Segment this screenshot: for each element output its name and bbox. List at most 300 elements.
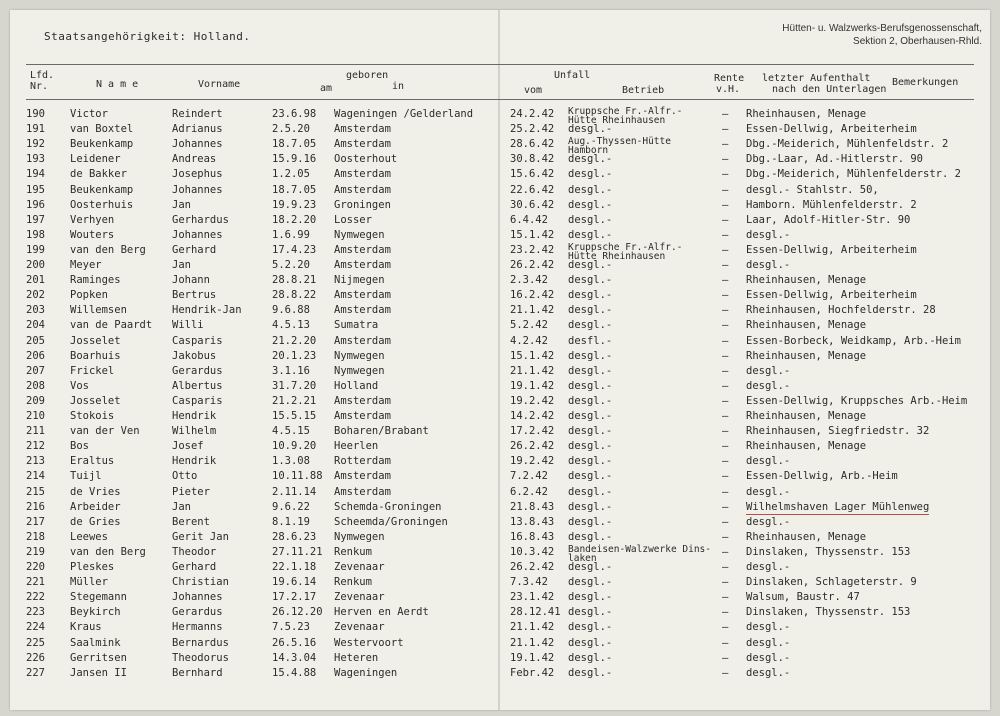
first-name: Gerardus <box>172 606 223 619</box>
birth-place: Schemda-Groningen <box>334 500 442 513</box>
birth-place: Zevenaar <box>334 621 385 634</box>
first-name: Gerhard <box>172 243 217 256</box>
accident-company: desgl.- <box>568 425 613 438</box>
row-number: 199 <box>26 243 45 256</box>
pension-percent: – <box>722 183 729 196</box>
pension-percent: – <box>722 228 729 241</box>
accident-company: desgl.- <box>568 410 613 422</box>
birth-place: Herven en Aerdt <box>334 606 429 619</box>
last-residence: desgl.- Stahlstr. 50, <box>746 183 879 196</box>
pension-percent: – <box>722 621 729 634</box>
pension-percent: – <box>722 515 729 528</box>
row-number: 200 <box>26 259 45 271</box>
accident-company: desgl.- <box>568 485 613 498</box>
accident-date: 26.2.42 <box>510 440 555 453</box>
accident-date: 30.6.42 <box>510 198 555 211</box>
birth-place: Westervoort <box>334 636 404 649</box>
last-residence: Rheinhausen, Menage <box>746 319 867 332</box>
last-residence: desgl.- <box>746 379 791 392</box>
accident-date: 28.6.42 <box>510 138 555 151</box>
table-row <box>0 543 1000 564</box>
last-residence: desgl.- <box>746 485 791 498</box>
birth-place: Nymwegen <box>334 364 385 377</box>
birth-place: Nymwegen <box>334 530 385 543</box>
accident-company: desgl.- <box>568 153 613 166</box>
pension-percent: – <box>722 470 729 483</box>
row-number: 218 <box>26 530 45 543</box>
first-name: Otto <box>172 470 198 483</box>
surname: Vos <box>70 379 89 392</box>
last-residence: Rheinhausen, Menage <box>746 349 867 362</box>
last-residence: Essen-Dellwig, Arbeiterheim <box>746 289 917 302</box>
birth-place: Zevenaar <box>334 561 385 573</box>
surname: Oosterhuis <box>70 198 134 211</box>
surname: Beykirch <box>70 606 121 619</box>
col-unfall: Unfall <box>554 70 591 81</box>
birth-date: 1.2.05 <box>272 168 310 181</box>
pension-percent: – <box>722 304 729 317</box>
row-number: 214 <box>26 470 45 483</box>
accident-date: Febr.42 <box>510 666 555 679</box>
birth-place: Zevenaar <box>334 591 385 604</box>
accident-date: 6.2.42 <box>510 485 548 498</box>
accident-date: 21.1.42 <box>510 364 555 377</box>
accident-company: desgl.- <box>568 364 613 377</box>
row-number: 208 <box>26 379 45 392</box>
birth-place: Boharen/Brabant <box>334 425 429 438</box>
col-rente: Rente <box>714 73 745 84</box>
last-residence: desgl.- <box>746 636 791 649</box>
accident-date: 26.2.42 <box>510 561 555 573</box>
last-residence: Rheinhausen, Menage <box>746 108 867 120</box>
accident-date: 23.1.42 <box>510 591 555 604</box>
birth-date: 7.5.23 <box>272 621 310 634</box>
pension-percent: – <box>722 410 729 422</box>
accident-date: 15.1.42 <box>510 228 555 241</box>
accident-company: Kruppsche Fr.-Alfr.- Hütte Rheinhausen <box>568 241 683 262</box>
birth-place: Heteren <box>334 651 379 664</box>
table-row <box>0 334 1000 349</box>
row-number: 197 <box>26 213 45 226</box>
table-row <box>0 605 1000 620</box>
row-number: 195 <box>26 183 45 196</box>
pension-percent: – <box>722 666 729 679</box>
accident-company: desgl.- <box>568 666 613 679</box>
accident-date: 19.2.42 <box>510 455 555 468</box>
pension-percent: – <box>722 545 729 558</box>
birth-date: 15.4.88 <box>272 666 317 679</box>
birth-place: Amsterdam <box>334 123 391 136</box>
row-number: 213 <box>26 455 45 468</box>
first-name: Jan <box>172 198 191 211</box>
accident-date: 23.2.42 <box>510 243 555 256</box>
accident-date: 2.3.42 <box>510 274 548 287</box>
last-residence: Laar, Adolf-Hitler-Str. 90 <box>746 213 911 226</box>
birth-place: Amsterdam <box>334 243 391 256</box>
birth-place: Renkum <box>334 545 372 558</box>
surname: de Gries <box>70 515 121 528</box>
table-row <box>0 515 1000 530</box>
accident-date: 22.6.42 <box>510 183 555 196</box>
last-residence: Rheinhausen, Siegfriedstr. 32 <box>746 425 930 438</box>
birth-date: 28.6.23 <box>272 530 317 543</box>
birth-date: 27.11.21 <box>272 545 323 558</box>
first-name: Hendrik-Jan <box>172 304 242 317</box>
first-name: Jan <box>172 259 191 271</box>
pension-percent: – <box>722 334 729 347</box>
row-number: 191 <box>26 123 45 136</box>
accident-company: desfl.- <box>568 334 613 347</box>
birth-date: 3.1.16 <box>272 364 310 377</box>
surname: Bos <box>70 440 89 453</box>
pension-percent: – <box>722 319 729 332</box>
accident-company: desgl.- <box>568 274 613 287</box>
row-number: 206 <box>26 349 45 362</box>
row-number: 209 <box>26 394 45 407</box>
last-residence: Walsum, Baustr. 47 <box>746 591 860 604</box>
table-row <box>0 241 1000 262</box>
first-name: Johannes <box>172 183 223 196</box>
accident-date: 7.3.42 <box>510 576 548 589</box>
first-name: Hermanns <box>172 621 223 634</box>
accident-company: desgl.- <box>568 561 613 573</box>
accident-company: Kruppsche Fr.-Alfr.- Hütte Rheinhausen <box>568 106 683 126</box>
accident-date: 19.1.42 <box>510 651 555 664</box>
header-top-rule <box>26 64 974 65</box>
first-name: Gerardus <box>172 364 223 377</box>
table-row <box>0 183 1000 198</box>
birth-date: 19.6.14 <box>272 576 317 589</box>
last-residence: desgl.- <box>746 455 791 468</box>
surname: Jansen II <box>70 666 127 679</box>
last-residence: Rheinhausen, Menage <box>746 274 867 287</box>
pension-percent: – <box>722 153 729 166</box>
table-row <box>0 394 1000 409</box>
accident-date: 21.1.42 <box>510 621 555 634</box>
surname: Leidener <box>70 153 121 166</box>
birth-date: 4.5.15 <box>272 425 310 438</box>
birth-date: 2.11.14 <box>272 485 317 498</box>
surname: Pleskes <box>70 561 115 573</box>
pension-percent: – <box>722 636 729 649</box>
first-name: Christian <box>172 576 229 589</box>
accident-company: desgl.- <box>568 168 613 181</box>
table-row <box>0 530 1000 545</box>
row-number: 221 <box>26 576 45 589</box>
pension-percent: – <box>722 274 729 287</box>
first-name: Johannes <box>172 138 223 151</box>
surname: de Bakker <box>70 168 127 181</box>
birth-date: 8.1.19 <box>272 515 310 528</box>
accident-date: 26.2.42 <box>510 259 555 271</box>
col-name: N a m e <box>96 79 139 90</box>
accident-date: 5.2.42 <box>510 319 548 332</box>
table-row <box>0 575 1000 590</box>
pension-percent: – <box>722 530 729 543</box>
surname: van de Paardt <box>70 319 153 332</box>
row-number: 203 <box>26 304 45 317</box>
row-number: 220 <box>26 561 45 573</box>
birth-place: Amsterdam <box>334 485 391 498</box>
header-bottom-rule <box>26 99 974 100</box>
birth-date: 18.2.20 <box>272 213 317 226</box>
surname: Kraus <box>70 621 102 634</box>
accident-date: 16.2.42 <box>510 289 555 302</box>
first-name: Reindert <box>172 108 223 120</box>
birth-date: 21.2.21 <box>272 394 317 407</box>
accident-date: 30.8.42 <box>510 153 555 166</box>
surname: Meyer <box>70 259 102 271</box>
accident-company: Aug.-Thyssen-Hütte Hamborn <box>568 136 671 157</box>
first-name: Josephus <box>172 168 223 181</box>
pension-percent: – <box>722 349 729 362</box>
row-number: 223 <box>26 606 45 619</box>
birth-date: 28.8.22 <box>272 289 317 302</box>
first-name: Berent <box>172 515 210 528</box>
accident-date: 21.1.42 <box>510 304 555 317</box>
table-row <box>0 288 1000 303</box>
table-row <box>0 469 1000 484</box>
surname: van der Ven <box>70 425 140 438</box>
surname: Wouters <box>70 228 115 241</box>
birth-date: 2.5.20 <box>272 123 310 136</box>
birth-date: 9.6.88 <box>272 304 310 317</box>
table-row <box>0 560 1000 575</box>
first-name: Gerhardus <box>172 213 229 226</box>
accident-company: desgl.- <box>568 123 613 136</box>
birth-date: 15.5.15 <box>272 410 317 422</box>
birth-date: 18.7.05 <box>272 138 317 151</box>
accident-date: 19.1.42 <box>510 379 555 392</box>
birth-date: 14.3.04 <box>272 651 317 664</box>
row-number: 215 <box>26 485 45 498</box>
first-name: Josef <box>172 440 204 453</box>
table-row <box>0 273 1000 288</box>
last-residence: Dbg.-Meiderich, Mühlenfelderstr. 2 <box>746 168 961 181</box>
accident-date: 17.2.42 <box>510 425 555 438</box>
col-geboren-in: in <box>392 81 405 92</box>
surname: Leewes <box>70 530 108 543</box>
pension-percent: – <box>722 379 729 392</box>
first-name: Pieter <box>172 485 210 498</box>
birth-date: 1.6.99 <box>272 228 310 241</box>
birth-place: Amsterdam <box>334 470 391 483</box>
surname: Eraltus <box>70 455 115 468</box>
accident-company: desgl.- <box>568 591 613 604</box>
birth-date: 17.4.23 <box>272 243 317 256</box>
table-row <box>0 424 1000 439</box>
birth-place: Amsterdam <box>334 394 391 407</box>
birth-date: 28.8.21 <box>272 274 317 287</box>
accident-date: 4.2.42 <box>510 334 548 347</box>
first-name: Bernhard <box>172 666 223 679</box>
row-number: 193 <box>26 153 45 166</box>
row-number: 219 <box>26 545 45 558</box>
col-unfall-vom: vom <box>524 85 543 96</box>
surname: Victor <box>70 108 108 120</box>
accident-company: desgl.- <box>568 198 613 211</box>
surname: Popken <box>70 289 108 302</box>
birth-place: Heerlen <box>334 440 379 453</box>
accident-date: 28.12.41 <box>510 606 561 619</box>
first-name: Hendrik <box>172 455 217 468</box>
first-name: Wilhelm <box>172 425 217 438</box>
row-number: 227 <box>26 666 45 679</box>
first-name: Theodor <box>172 545 217 558</box>
last-residence: desgl.- <box>746 228 791 241</box>
accident-date: 21.1.42 <box>510 636 555 649</box>
last-residence: Essen-Dellwig, Kruppsches Arb.-Heim <box>746 394 968 407</box>
table-row <box>0 500 1000 515</box>
last-residence: Dinslaken, Thyssenstr. 153 <box>746 545 911 558</box>
accident-company: desgl.- <box>568 576 613 589</box>
birth-place: Sumatra <box>334 319 379 332</box>
row-number: 198 <box>26 228 45 241</box>
birth-place: Wageningen /Gelderland <box>334 108 474 120</box>
table-row <box>0 364 1000 379</box>
birth-date: 17.2.17 <box>272 591 317 604</box>
first-name: Adrianus <box>172 123 223 136</box>
last-residence: Rheinhausen, Hochfelderstr. 28 <box>746 304 936 317</box>
row-number: 216 <box>26 500 45 513</box>
row-number: 190 <box>26 108 45 120</box>
col-aufenthalt-1: letzter Aufenthalt <box>762 73 871 84</box>
birth-place: Amsterdam <box>334 334 391 347</box>
first-name: Johannes <box>172 591 223 604</box>
row-number: 217 <box>26 515 45 528</box>
last-residence: Rheinhausen, Menage <box>746 530 867 543</box>
col-lfd: Lfd. <box>30 70 55 81</box>
accident-date: 21.8.43 <box>510 500 555 513</box>
birth-date: 10.11.88 <box>272 470 323 483</box>
birth-place: Amsterdam <box>334 289 391 302</box>
table-row <box>0 258 1000 273</box>
birth-place: Amsterdam <box>334 168 391 181</box>
birth-date: 18.7.05 <box>272 183 317 196</box>
accident-company: desgl.- <box>568 379 613 392</box>
table-row <box>0 152 1000 167</box>
row-number: 224 <box>26 621 45 634</box>
first-name: Hendrik <box>172 410 217 422</box>
row-number: 192 <box>26 138 45 151</box>
accident-company: desgl.- <box>568 394 613 407</box>
last-residence: Wilhelmshaven Lager Mühlenweg <box>746 500 930 513</box>
first-name: Willi <box>172 319 204 332</box>
birth-place: Amsterdam <box>334 138 391 151</box>
accident-company: desgl.- <box>568 621 613 634</box>
accident-date: 25.2.42 <box>510 123 555 136</box>
table-row <box>0 485 1000 500</box>
pension-percent: – <box>722 289 729 302</box>
birth-date: 21.2.20 <box>272 334 317 347</box>
first-name: Jakobus <box>172 349 217 362</box>
pension-percent: – <box>722 455 729 468</box>
col-geboren: geboren <box>346 70 389 81</box>
pension-percent: – <box>722 108 729 120</box>
accident-company: desgl.- <box>568 259 613 271</box>
birth-place: Holland <box>334 379 379 392</box>
table-row <box>0 303 1000 318</box>
birth-place: Scheemda/Groningen <box>334 515 448 528</box>
last-residence: Dinslaken, Thyssenstr. 153 <box>746 606 911 619</box>
birth-place: Amsterdam <box>334 410 391 422</box>
surname: van Boxtel <box>70 123 134 136</box>
pension-percent: – <box>722 591 729 604</box>
accident-company: desgl.- <box>568 440 613 453</box>
surname: Beukenkamp <box>70 138 134 151</box>
table-row <box>0 379 1000 394</box>
col-unfall-betrieb: Betrieb <box>622 85 665 96</box>
table-row <box>0 167 1000 182</box>
pension-percent: – <box>722 138 729 151</box>
accident-company: desgl.- <box>568 470 613 483</box>
last-residence: Essen-Dellwig, Arb.-Heim <box>746 470 898 483</box>
first-name: Albertus <box>172 379 223 392</box>
birth-place: Renkum <box>334 576 372 589</box>
first-name: Johann <box>172 274 210 287</box>
last-residence: Essen-Dellwig, Arbeiterheim <box>746 123 917 136</box>
row-number: 210 <box>26 410 45 422</box>
pension-percent: – <box>722 425 729 438</box>
last-residence: desgl.- <box>746 666 791 679</box>
accident-company: desgl.- <box>568 228 613 241</box>
birth-date: 1.3.08 <box>272 455 310 468</box>
surname: Arbeider <box>70 500 121 513</box>
accident-company: Bandeisen-Walzwerke Dins- laken <box>568 543 711 564</box>
birth-place: Rotterdam <box>334 455 391 468</box>
table-row <box>0 439 1000 454</box>
surname: Willemsen <box>70 304 127 317</box>
col-aufenthalt-2: nach den Unterlagen <box>772 84 887 95</box>
birth-date: 10.9.20 <box>272 440 317 453</box>
accident-company: desgl.- <box>568 455 613 468</box>
pension-percent: – <box>722 576 729 589</box>
birth-place: Nymwegen <box>334 349 385 362</box>
birth-date: 26.5.16 <box>272 636 317 649</box>
accident-date: 15.1.42 <box>510 349 555 362</box>
accident-company: desgl.- <box>568 500 613 513</box>
row-number: 204 <box>26 319 45 332</box>
accident-date: 14.2.42 <box>510 410 555 422</box>
first-name: Casparis <box>172 334 223 347</box>
table-row <box>0 636 1000 651</box>
last-residence: desgl.- <box>746 515 791 528</box>
row-number: 207 <box>26 364 45 377</box>
accident-date: 15.6.42 <box>510 168 555 181</box>
accident-company: desgl.- <box>568 530 613 543</box>
accident-company: desgl.- <box>568 304 613 317</box>
accident-date: 16.8.43 <box>510 530 555 543</box>
pension-percent: – <box>722 651 729 664</box>
birth-date: 9.6.22 <box>272 500 310 513</box>
table-row <box>0 213 1000 228</box>
surname: van den Berg <box>70 243 146 256</box>
table-row <box>0 590 1000 605</box>
row-number: 205 <box>26 334 45 347</box>
col-bemerkungen: Bemerkungen <box>892 77 959 88</box>
row-number: 226 <box>26 651 45 664</box>
first-name: Bertrus <box>172 289 217 302</box>
col-nr: Nr. <box>30 81 49 92</box>
accident-date: 19.2.42 <box>510 394 555 407</box>
table-row <box>0 409 1000 424</box>
birth-date: 19.9.23 <box>272 198 317 211</box>
birth-place: Oosterhout <box>334 153 398 166</box>
birth-place: Wageningen <box>334 666 398 679</box>
table-row <box>0 106 1000 126</box>
row-number: 202 <box>26 289 45 302</box>
table-row <box>0 122 1000 137</box>
